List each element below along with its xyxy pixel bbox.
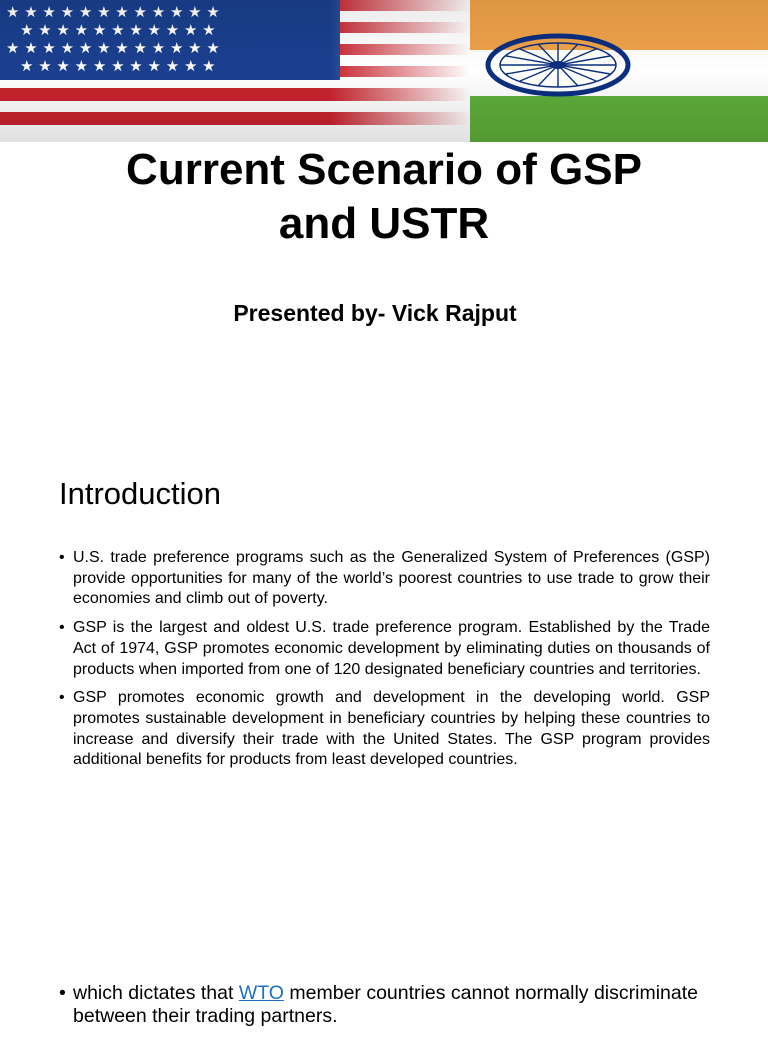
flag-banner bbox=[0, 0, 768, 142]
bullet-item: • GSP promotes economic growth and development in the developing world. GSP promotes sustainable development in beneficiary countries by helping these countries to increase and diversify their trade with the United States. The GSP program provides additional benefits for products from least developed countries. bbox=[59, 688, 710, 771]
title-slide bbox=[0, 0, 768, 420]
wto-link[interactable]: WTO bbox=[238, 982, 284, 1004]
title-line-2: and USTR bbox=[278, 199, 490, 248]
bullet-item: • GSP is the largest and oldest U.S. trade preference program. Established by the Trade Act of 1974, GSP promotes economic development by eliminating duties on thousands of products when imported from one of 120 designated beneficiary countries and territories. bbox=[59, 618, 710, 680]
introduction-heading: Introduction bbox=[59, 476, 221, 511]
title-line-1: Current Scenario of GSP bbox=[126, 145, 642, 194]
introduction-slide bbox=[0, 470, 768, 970]
bullet-item bbox=[59, 982, 763, 1028]
bullet-prefix-text: which dictates that bbox=[73, 982, 239, 1004]
usa-india-flag-image bbox=[0, 0, 768, 142]
bullet-list bbox=[59, 548, 710, 779]
bullet-suffix-text: member countries cannot normally discriminate between their trading partners. bbox=[73, 982, 698, 1027]
slide-title bbox=[0, 143, 768, 251]
wto-slide bbox=[0, 978, 768, 1038]
presenter-subtitle: Presented by- Vick Rajput bbox=[233, 300, 517, 326]
bullet-item: • U.S. trade preference programs such as the Generalized System of Preferences (GSP) provide opportunities for many of the world’s poorest countries to use trade to grow their economies and climb out of poverty. bbox=[59, 548, 710, 610]
